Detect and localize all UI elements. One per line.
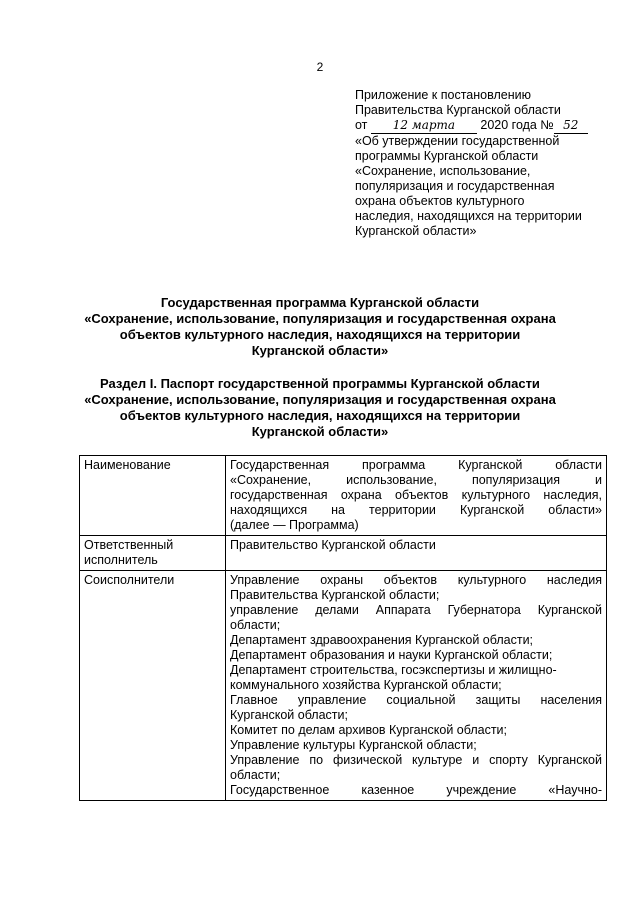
appendix-line: охрана объектов культурного bbox=[355, 194, 525, 208]
label-line: Ответственный bbox=[84, 538, 174, 552]
appendix-line: «Об утверждении государственной bbox=[355, 134, 560, 148]
value-line: Курганской области; bbox=[230, 708, 348, 722]
program-title bbox=[60, 295, 580, 359]
table-row bbox=[80, 536, 607, 571]
appendix-block bbox=[355, 88, 605, 239]
value-line: коммунального хозяйства Курганской области; bbox=[230, 678, 502, 692]
value-line: государственная охрана объектов культурного наследия, bbox=[230, 488, 602, 502]
appendix-line: наследия, находящихся на территории bbox=[355, 209, 582, 223]
value-line: Комитет по делам архивов Курганской области; bbox=[230, 723, 508, 737]
value-line: Департамент образования и науки Курганской области; bbox=[230, 648, 553, 662]
value-line: (далее — Программа) bbox=[230, 518, 359, 532]
program-title-line: Курганской области» bbox=[251, 343, 389, 358]
appendix-line: Приложение к постановлению bbox=[355, 88, 531, 102]
table-row bbox=[80, 456, 607, 536]
appendix-line: популяризация и государственная bbox=[355, 179, 555, 193]
label-line: исполнитель bbox=[84, 553, 158, 567]
row-value: Правительство Курганской области bbox=[226, 536, 607, 571]
value-line: «Сохранение, использование, популяризация и bbox=[230, 473, 602, 487]
page-number: 2 bbox=[316, 60, 324, 74]
program-title-line: объектов культурного наследия, находящихся на территории bbox=[119, 327, 521, 342]
table-row bbox=[80, 571, 607, 801]
appendix-line: «Сохранение, использование, bbox=[355, 164, 531, 178]
section-title bbox=[60, 376, 580, 440]
value-line: Государственное казенное учреждение «Научно- bbox=[230, 783, 602, 797]
year-text: 2020 года № bbox=[480, 118, 554, 132]
row-label: Соисполнители bbox=[80, 571, 226, 801]
section-title-line: «Сохранение, использование, популяризация и государственная охрана bbox=[84, 392, 556, 407]
appendix-date-line bbox=[355, 118, 605, 134]
appendix-line: Правительства Курганской области bbox=[355, 103, 561, 117]
value-line: Управление охраны объектов культурного наследия bbox=[230, 573, 602, 587]
passport-table bbox=[79, 455, 607, 801]
row-value bbox=[226, 571, 607, 801]
section-title-line: Курганской области» bbox=[251, 424, 389, 439]
value-line: находящихся на территории Курганской области» bbox=[230, 503, 602, 517]
appendix-line: Курганской области» bbox=[355, 224, 477, 238]
value-line: области; bbox=[230, 618, 281, 632]
value-line: Правительства Курганской области; bbox=[230, 588, 440, 602]
section-title-line: объектов культурного наследия, находящихся на территории bbox=[119, 408, 521, 423]
section-title-line: Раздел I. Паспорт государственной программы Курганской области bbox=[100, 376, 540, 391]
value-line: Главное управление социальной защиты населения bbox=[230, 693, 602, 707]
value-line: Управление культуры Курганской области; bbox=[230, 738, 477, 752]
program-title-line: «Сохранение, использование, популяризация и государственная охрана bbox=[84, 311, 556, 326]
handwritten-date: 12 марта bbox=[371, 118, 477, 134]
appendix-line: программы Курганской области bbox=[355, 149, 539, 163]
value-line: области; bbox=[230, 768, 281, 782]
value-line: Управление по физической культуре и спорту Курганской bbox=[230, 753, 602, 767]
row-label: Наименование bbox=[80, 456, 226, 536]
row-value bbox=[226, 456, 607, 536]
handwritten-number: 52 bbox=[554, 118, 588, 134]
value-line: Государственная программа Курганской области bbox=[230, 458, 602, 472]
value-line: Департамент строительства, госэкспертизы и жилищно- bbox=[230, 663, 557, 677]
date-prefix: от bbox=[355, 118, 368, 132]
value-line: Департамент здравоохранения Курганской области; bbox=[230, 633, 534, 647]
value-line: управление делами Аппарата Губернатора Курганской bbox=[230, 603, 602, 617]
row-label bbox=[80, 536, 226, 571]
program-title-line: Государственная программа Курганской области bbox=[160, 295, 480, 310]
